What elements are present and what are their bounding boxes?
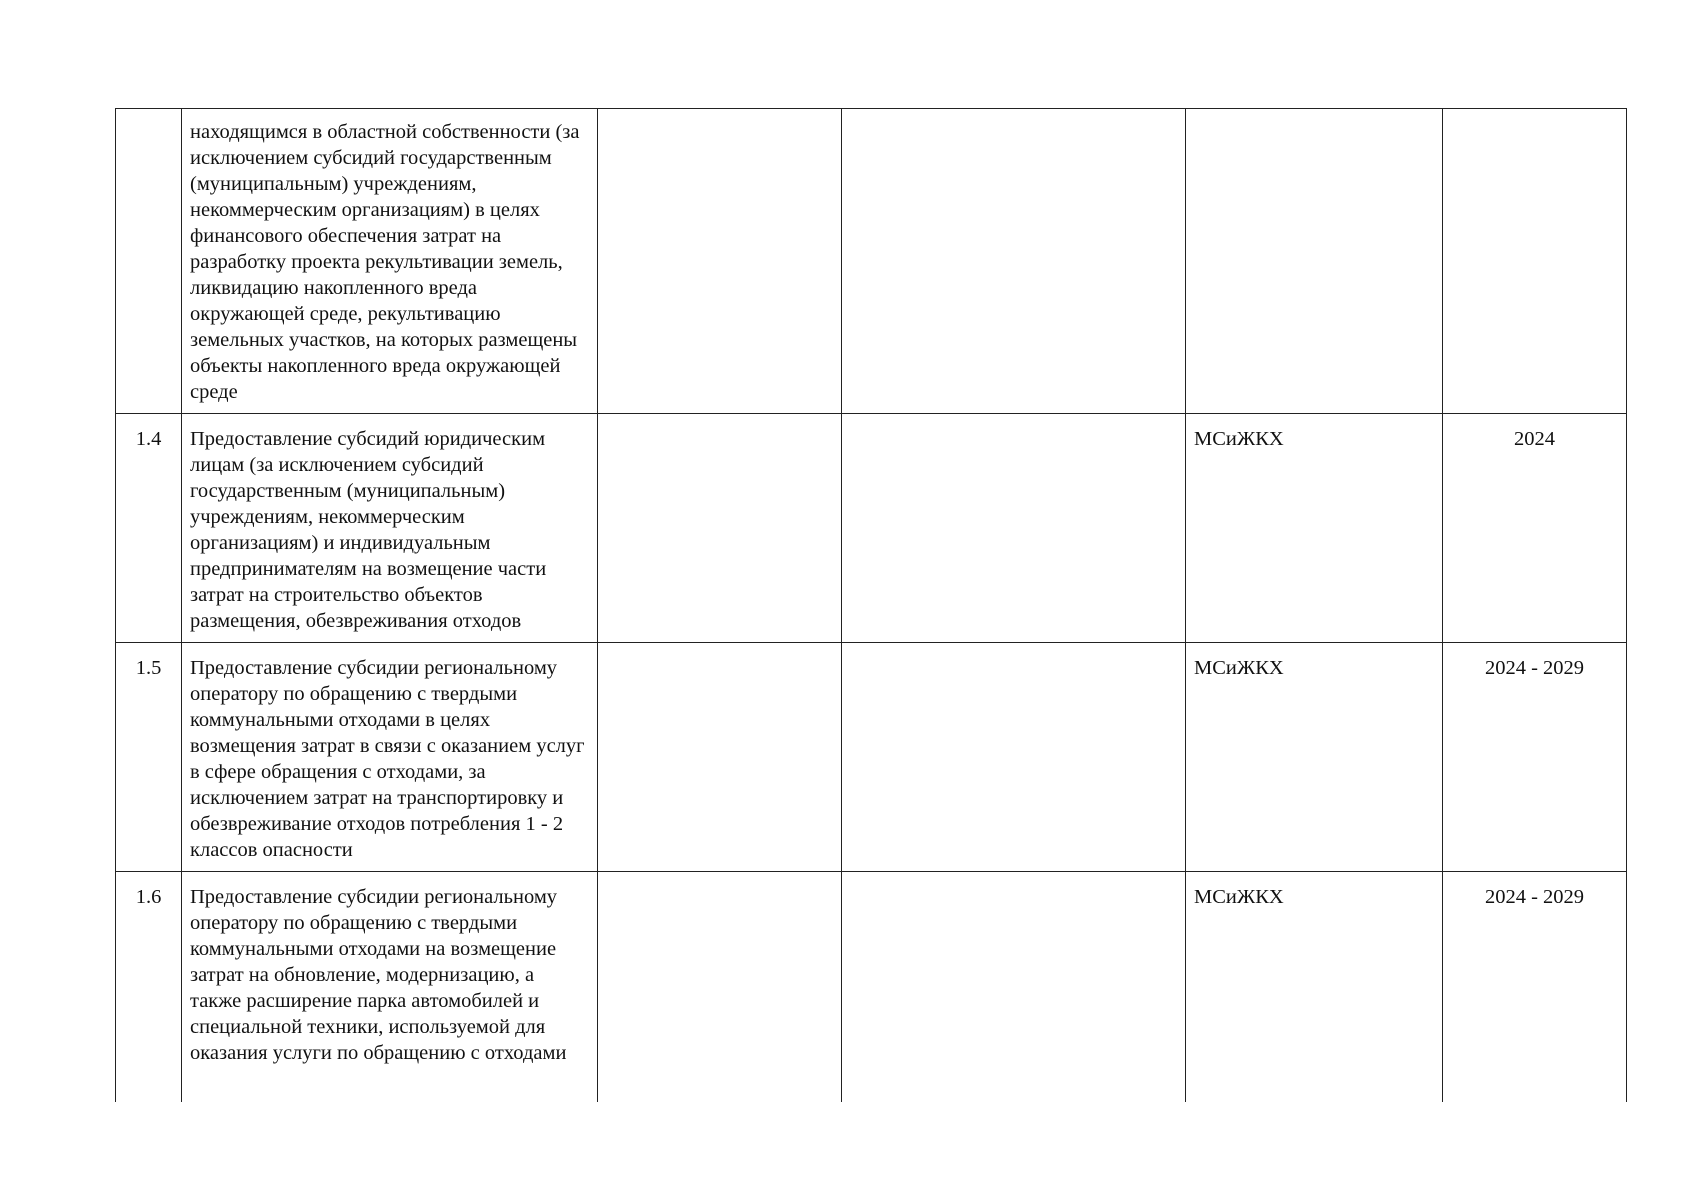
table-cell: [842, 872, 1186, 1102]
table-cell: [842, 414, 1186, 643]
measure-name: Предоставление субсидии региональному оператору по обращению с твердыми коммунальными отходами в целях возмещения затрат в связи с оказанием услуг в сфере обращения с отходами, за исключением затрат на транспортировку и обезвреживание отходов потребления 1 - 2 классов опасности: [182, 643, 598, 872]
measure-name: Предоставление субсидий юридическим лицам (за исключением субсидий государственным (муниципальным) учреждениям, некоммерческим организациям) и индивидуальным предпринимателям на возмещение части затрат на строительство объектов размещения, обезвреживания отходов: [182, 414, 598, 643]
table-row: [116, 109, 1627, 414]
executor-cell: [1186, 109, 1443, 414]
measure-name: Предоставление субсидии региональному оператору по обращению с твердыми коммунальными отходами на возмещение затрат на обновление, модернизацию, а также расширение парка автомобилей и специальной техники, используемой для оказания услуги по обращению с отходами: [182, 872, 598, 1102]
table-cell: [598, 872, 842, 1102]
term-cell: 2024 - 2029: [1443, 643, 1627, 872]
table-row: [116, 872, 1627, 1102]
term-cell: 2024 - 2029: [1443, 872, 1627, 1102]
row-number: 1.5: [116, 643, 182, 872]
table-cell: [598, 109, 842, 414]
table-cell: [598, 414, 842, 643]
row-number: [116, 109, 182, 414]
term-cell: 2024: [1443, 414, 1627, 643]
table-cell: [842, 643, 1186, 872]
executor-cell: МСиЖКХ: [1186, 872, 1443, 1102]
table-row: [116, 414, 1627, 643]
measure-name: находящимся в областной собственности (за исключением субсидий государственным (муниципальным) учреждениям, некоммерческим организациям) в целях финансового обеспечения затрат на разработку проекта рекультивации земель, ликвидацию накопленного вреда окружающей среде, рекультивацию земельных участков, на которых размещены объекты накопленного вреда окружающей среде: [182, 109, 598, 414]
row-number: 1.6: [116, 872, 182, 1102]
table-row: [116, 643, 1627, 872]
table-cell: [842, 109, 1186, 414]
term-cell: [1443, 109, 1627, 414]
executor-cell: МСиЖКХ: [1186, 643, 1443, 872]
row-number: 1.4: [116, 414, 182, 643]
table-cell: [598, 643, 842, 872]
measures-table: [115, 108, 1627, 1102]
executor-cell: МСиЖКХ: [1186, 414, 1443, 643]
